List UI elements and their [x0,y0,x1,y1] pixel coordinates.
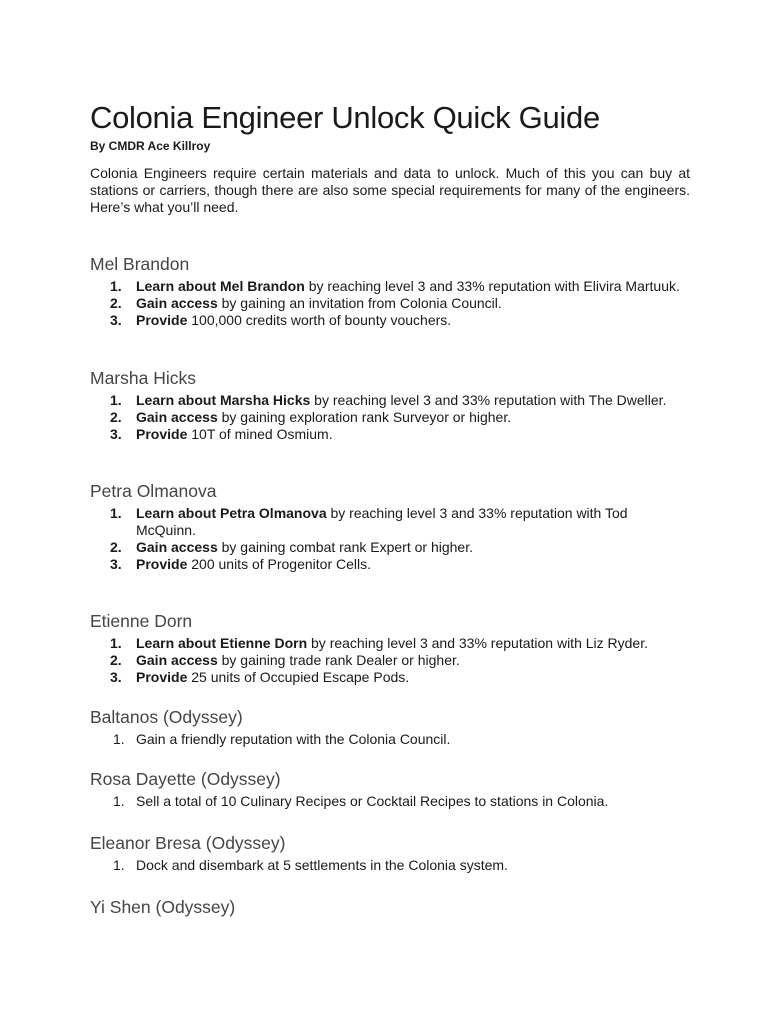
step-number: 1. [110,278,122,294]
step-text [136,295,684,312]
byline: By CMDR Ace Killroy [90,139,211,153]
step-item [110,539,684,556]
step-item [110,409,684,426]
step-detail: by gaining an invitation from Colonia Council. [221,295,502,311]
step-action: Learn about Etienne Dorn [136,635,308,651]
step-item [110,669,684,686]
step-detail: by reaching level 3 and 33% reputation with Tod McQuinn. [136,505,628,538]
step-list [110,392,684,443]
step-action: Gain access [136,295,218,311]
step-number: 3. [110,312,122,328]
step-item [110,556,684,573]
step-action: Provide [136,556,188,572]
step-number: 1. [113,731,125,747]
engineer-section-baltanos [90,706,684,748]
step-action: Gain access [136,409,218,425]
step-item [110,793,684,810]
step-number: 1. [110,635,122,651]
step-text [136,635,684,652]
step-detail: 10T of mined Osmium. [191,426,333,442]
engineer-section-etienne-dorn [90,610,684,686]
intro-paragraph: Colonia Engineers require certain materials and data to unlock. Much of this you can buy at stations or carriers, though there are also some special requirements for many of the engineers. Here’s what you’ll need. [90,165,690,215]
step-detail: by reaching level 3 and 33% reputation with Liz Ryder. [311,635,648,651]
section-heading: Baltanos (Odyssey) [90,707,243,727]
step-item [110,278,684,295]
step-item [110,731,684,748]
step-action: Learn about Marsha Hicks [136,392,311,408]
step-detail: by gaining exploration rank Surveyor or higher. [221,409,512,425]
step-item [110,426,684,443]
step-item [110,295,684,312]
step-action: Provide [136,426,188,442]
step-detail: by reaching level 3 and 33% reputation with Elivira Martuuk. [308,278,680,294]
engineer-section-petra-olmanova [90,480,684,573]
step-item [110,505,684,539]
step-detail: 100,000 credits worth of bounty vouchers. [191,312,452,328]
step-action: Gain access [136,652,218,668]
section-heading: Etienne Dorn [90,611,193,631]
step-action: Provide [136,312,188,328]
step-text [136,409,684,426]
step-item [110,392,684,409]
step-number: 3. [110,669,122,685]
step-action: Learn about Mel Brandon [136,278,305,294]
step-list [110,793,684,810]
step-text [136,426,684,443]
step-action: Gain access [136,539,218,555]
step-detail: by gaining trade rank Dealer or higher. [221,652,460,668]
step-list [110,635,684,686]
section-heading: Marsha Hicks [90,368,196,388]
step-detail: 25 units of Occupied Escape Pods. [191,669,410,685]
engineer-section-eleanor-bresa [90,832,684,874]
step-text [136,505,684,539]
section-heading: Eleanor Bresa (Odyssey) [90,833,286,853]
step-text [136,652,684,669]
step-number: 2. [110,409,122,425]
step-number: 1. [110,392,122,408]
step-number: 1. [113,793,125,809]
step-list [110,857,684,874]
section-heading: Rosa Dayette (Odyssey) [90,769,281,789]
step-text [136,556,684,573]
step-number: 1. [113,857,125,873]
step-item [110,312,684,329]
step-list [110,278,684,329]
section-heading: Yi Shen (Odyssey) [90,897,236,917]
step-item [110,652,684,669]
step-text [136,278,684,295]
step-list [110,505,684,573]
step-number: 2. [110,652,122,668]
step-number: 3. [110,426,122,442]
section-heading: Petra Olmanova [90,481,217,501]
engineer-section-yi-shen [90,896,235,918]
engineer-section-mel-brandon [90,253,684,329]
step-detail: 200 units of Progenitor Cells. [191,556,372,572]
step-detail: Sell a total of 10 Culinary Recipes or Cocktail Recipes to stations in Colonia. [136,793,609,809]
step-text [136,312,684,329]
step-detail: by gaining combat rank Expert or higher. [221,539,473,555]
step-list [110,731,684,748]
page-title: Colonia Engineer Unlock Quick Guide [90,100,600,135]
step-text [136,539,684,556]
step-action: Learn about Petra Olmanova [136,505,327,521]
engineer-section-marsha-hicks [90,367,684,443]
step-detail: Gain a friendly reputation with the Colonia Council. [136,731,451,747]
step-detail: by reaching level 3 and 33% reputation with The Dweller. [314,392,667,408]
step-text [136,392,684,409]
section-heading: Mel Brandon [90,254,190,274]
step-number: 2. [110,295,122,311]
step-item [110,635,684,652]
step-detail: Dock and disembark at 5 settlements in the Colonia system. [136,857,508,873]
step-item [110,857,684,874]
step-number: 2. [110,539,122,555]
step-number: 3. [110,556,122,572]
step-action: Provide [136,669,188,685]
step-text [136,669,684,686]
engineer-section-rosa-dayette [90,768,684,810]
step-number: 1. [110,505,122,521]
